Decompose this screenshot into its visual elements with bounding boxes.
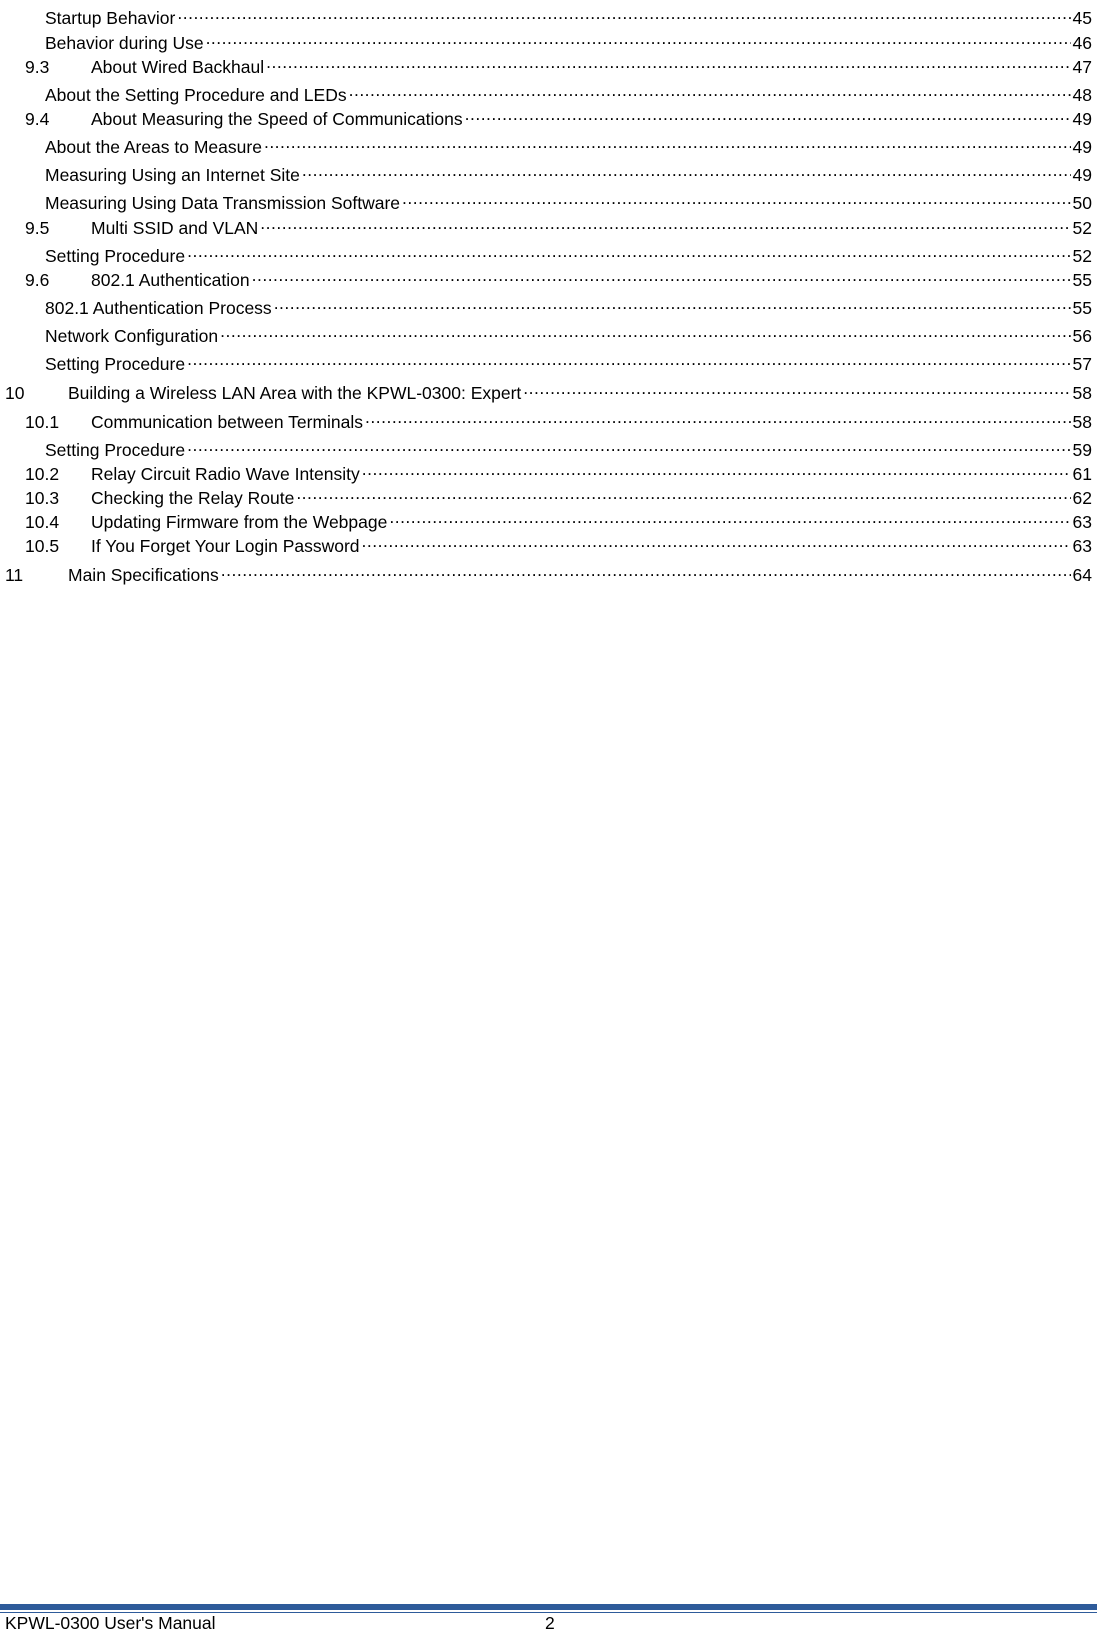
toc-dot-leader [523,375,1070,399]
toc-entry[interactable] [0,318,1092,346]
toc-entry[interactable] [0,375,1092,403]
toc-entry[interactable] [0,210,1092,238]
toc-entry-page: 58 [1072,412,1092,432]
toc-entry-title: Building a Wireless LAN Area with the KPWL-0300: Expert [68,383,522,403]
toc-dot-leader [362,456,1071,480]
toc-entry-page: 59 [1072,440,1092,460]
toc-entry-page: 50 [1072,193,1092,213]
toc-entry-page: 49 [1072,165,1092,185]
toc-entry-title: 802.1 Authentication Process [45,298,272,318]
toc-entry-number: 9.5 [25,218,50,238]
toc-entry-number: 9.6 [25,270,50,290]
toc-dot-leader [274,290,1071,314]
toc-entry-number: 10.4 [25,512,60,532]
toc-entry-page: 58 [1072,383,1092,403]
toc-entry-page: 55 [1072,298,1092,318]
toc-entry-title: Relay Circuit Radio Wave Intensity [91,464,360,484]
toc-dot-leader [362,528,1071,552]
toc-dot-leader [260,210,1070,234]
toc-entry-title: About Measuring the Speed of Communications [91,109,463,129]
toc-dot-leader [221,557,1071,581]
toc-entry-title: About Wired Backhaul [91,57,265,77]
toc-entry[interactable] [0,346,1092,374]
toc-dot-leader [365,404,1071,428]
toc-dot-leader [220,318,1070,342]
toc-dot-leader [266,49,1070,73]
toc-entry-page: 52 [1072,246,1092,266]
toc-entry-number: 10 [5,383,25,403]
toc-entry[interactable] [0,528,1092,556]
toc-dot-leader [349,77,1071,101]
toc-entry-page: 63 [1072,512,1092,532]
toc-entry-page: 62 [1072,488,1092,508]
toc-entry-title: Multi SSID and VLAN [91,218,259,238]
toc-entry-title: Behavior during Use [45,33,204,53]
toc-entry[interactable] [0,77,1092,105]
toc-dot-leader [177,0,1070,24]
toc-entry-page: 52 [1072,218,1092,238]
toc-entry-title: If You Forget Your Login Password [91,536,360,556]
toc-entry-title: Communication between Terminals [91,412,364,432]
toc-entry-number: 11 [5,565,24,585]
toc-entry-title: Updating Firmware from the Webpage [91,512,388,532]
toc-entry-number: 10.3 [25,488,60,508]
toc-entry-page: 45 [1072,8,1092,28]
toc-entry[interactable] [0,557,1092,585]
toc-entry-number: 10.1 [25,412,60,432]
toc-dot-leader [264,129,1071,153]
toc-entry[interactable] [0,290,1092,318]
toc-entry-title: About the Setting Procedure and LEDs [45,85,347,105]
toc-entry-title: Network Configuration [45,326,219,346]
toc-entry-title: 802.1 Authentication [91,270,250,290]
toc-entry[interactable] [0,262,1092,290]
toc-dot-leader [465,101,1071,125]
toc-entry-number: 9.4 [25,109,50,129]
toc-entry-title: About the Areas to Measure [45,137,262,157]
toc-dot-leader [206,25,1071,49]
toc-entry-title: Setting Procedure [45,246,186,266]
toc-dot-leader [187,238,1070,262]
toc-entry-page: 55 [1072,270,1092,290]
toc-dot-leader [187,432,1070,456]
toc-entry-page: 61 [1072,464,1092,484]
toc-entry-title: Measuring Using Data Transmission Software [45,193,401,213]
toc-entry[interactable] [0,0,1092,28]
toc-entry-number: 10.5 [25,536,60,556]
toc-entry[interactable] [0,480,1092,508]
toc-entry-page: 64 [1072,565,1092,585]
toc-entry-page: 47 [1072,57,1092,77]
toc-entry[interactable] [0,25,1092,53]
toc-entry-page: 49 [1072,137,1092,157]
toc-entry[interactable] [0,129,1092,157]
toc-entry[interactable] [0,101,1092,129]
toc-dot-leader [252,262,1071,286]
toc-entry-number: 9.3 [25,57,50,77]
toc-entry-title: Setting Procedure [45,354,186,374]
footer-rule [0,1604,1097,1610]
toc-entry-title: Setting Procedure [45,440,186,460]
toc-entry[interactable] [0,157,1092,185]
toc-entry[interactable] [0,49,1092,77]
toc-dot-leader [389,504,1070,528]
footer-manual-title: KPWL-0300 User's Manual [5,1613,216,1633]
toc-entry[interactable] [0,185,1092,213]
toc-entry-number: 10.2 [25,464,60,484]
toc-entry-page: 56 [1072,326,1092,346]
toc-entry-title: Startup Behavior [45,8,176,28]
toc-dot-leader [402,185,1071,209]
footer-page-number: 2 [545,1613,555,1633]
toc-entry-title: Checking the Relay Route [91,488,295,508]
toc-entry-page: 49 [1072,109,1092,129]
toc-entry-title: Measuring Using an Internet Site [45,165,300,185]
toc-entry[interactable] [0,404,1092,432]
toc-dot-leader [302,157,1071,181]
toc-entry[interactable] [0,504,1092,532]
toc-entry-title: Main Specifications [68,565,219,585]
toc-entry[interactable] [0,456,1092,484]
toc-dot-leader [296,480,1070,504]
toc-entry-page: 48 [1072,85,1092,105]
toc-entry-page: 63 [1072,536,1092,556]
toc-entry[interactable] [0,238,1092,266]
toc-entry-page: 57 [1072,354,1092,374]
toc-entry[interactable] [0,432,1092,460]
toc-dot-leader [187,346,1070,370]
toc-entry-page: 46 [1072,33,1092,53]
